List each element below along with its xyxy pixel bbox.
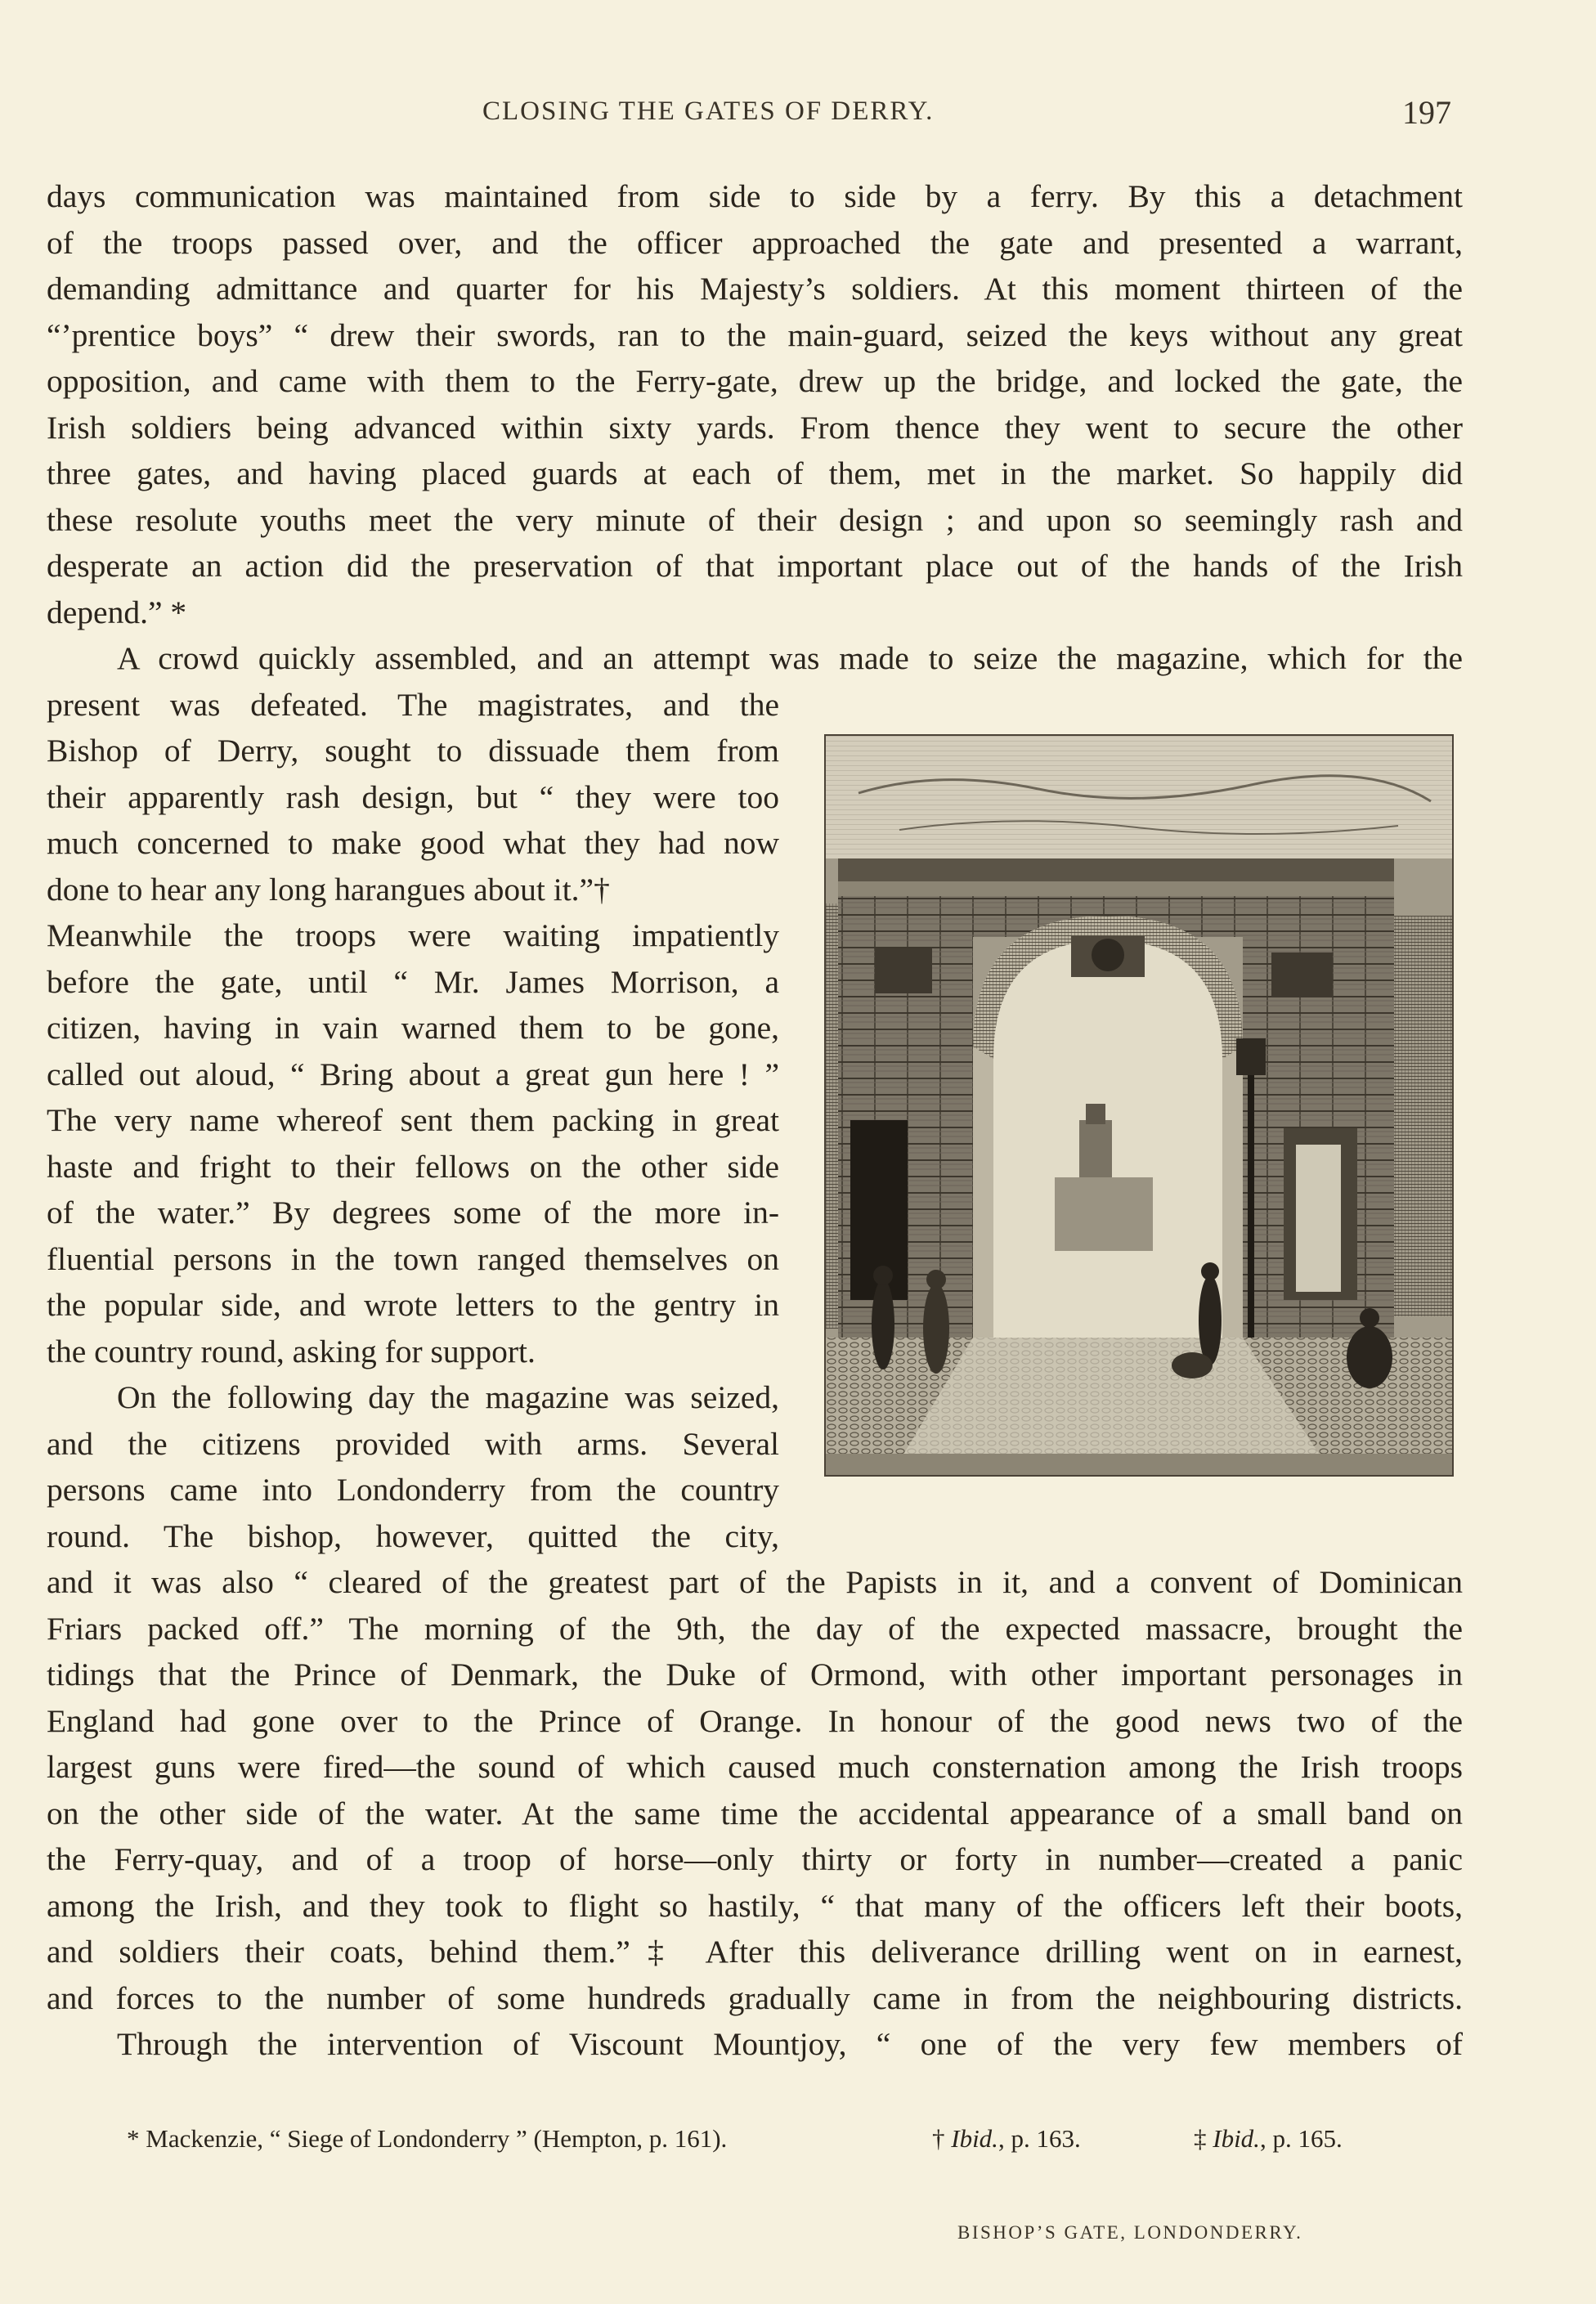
text-line: Irish soldiers being advanced within sixty yards. From thence they went to secure the other [47,409,1463,446]
text-line: before the gate, until “ Mr. James Morrison, a [47,963,779,1000]
text-line: and it was also “ cleared of the greatest part of the Papists in it, and a convent of Dominican [47,1564,1463,1600]
text-line: their apparently rash design, but “ they were too [47,778,779,815]
page-number: 197 [1402,94,1451,131]
text-line: on the other side of the water. At the same time the accidental appearance of a small band on [47,1795,1463,1831]
text-line: England had gone over to the Prince of Orange. In honour of the good news two of the [47,1702,1463,1739]
text-line: “’prentice boys” “ drew their swords, ran to the main-guard, seized the keys without any great [47,316,1463,353]
footnotes [0,2124,1596,2165]
text-line: haste and fright to their fellows on the other side [47,1148,779,1185]
ibid-label: Ibid. [951,2124,998,2153]
text-line: Friars packed off.” The morning of the 9th, the day of the expected massacre, brought the [47,1610,1463,1647]
paragraph-start-line: On the following day the magazine was seized, [117,1379,779,1415]
figure-caption: BISHOP’S GATE, LONDONDERRY. [957,2222,1303,2243]
dagger-mark: † [932,2124,945,2153]
text-line: desperate an action did the preservation of that important place out of the hands of the Irish [47,548,1463,584]
footnote-3 [1194,2124,1343,2154]
text-line: persons came into Londonderry from the country [47,1472,779,1508]
running-title: CLOSING THE GATES OF DERRY. [482,96,935,126]
text-line: among the Irish, and they took to flight so hastily, “ that many of the officers left their boots, [47,1887,1463,1924]
text-line: the Ferry-quay, and of a troop of horse—only thirty or forty in number—created a panic [47,1841,1463,1877]
double-dagger-mark: ‡ [1194,2124,1207,2153]
text-line: of the water.” By degrees some of the more in- [47,1195,779,1230]
engraving-illustration [826,736,1452,1475]
text-line: Bishop of Derry, sought to dissuade them from [47,733,779,769]
text-line: and the citizens provided with arms. Several [47,1425,779,1462]
text-line: demanding admittance and quarter for his Majesty’s soldiers. At this moment thirteen of the [47,271,1463,307]
text-line: these resolute youths meet the very minute of their design ; and upon so seemingly rash and [47,501,1463,538]
text-line: and forces to the number of some hundreds gradually came in from the neighbouring districts. [47,1979,1463,2016]
text-line: the popular side, and wrote letters to the gentry in [47,1287,779,1323]
text-line: called out aloud, “ Bring about a great gun here ! ” [47,1056,779,1092]
text-line: of the troops passed over, and the officer approached the gate and presented a warrant, [47,224,1463,261]
text-line: depend.” * [47,594,187,630]
text-line: and soldiers their coats, behind them.”‡ After this deliverance drilling went on in earnest, [47,1934,1463,1970]
text-line: done to hear any long harangues about it.”† [47,871,610,908]
text-line: Meanwhile the troops were waiting impatiently [47,917,779,953]
footnote-2 [932,2124,1081,2154]
text-line: opposition, and came with them to the Ferry-gate, drew up the bridge, and locked the gate, the [47,363,1463,399]
text-line: largest guns were fired—the sound of which caused much consternation among the Irish troops [47,1749,1463,1785]
text-line: the country round, asking for support. [47,1333,536,1369]
text-line: three gates, and having placed guards at each of them, met in the market. So happily did [47,455,1463,491]
text-line: citizen, having in vain warned them to be gone, [47,1010,779,1046]
bishops-gate-engraving [824,734,1454,1477]
footnote-page: , p. 165. [1259,2124,1343,2153]
ibid-label: Ibid. [1213,2124,1260,2153]
text-line: The very name whereof sent them packing in great [47,1102,779,1138]
text-line: much concerned to make good what they had now [47,825,779,861]
page-header [0,96,1596,146]
text-line: round. The bishop, however, quitted the city, [47,1517,779,1554]
paragraph-start-line: A crowd quickly assembled, and an attempt was made to seize the magazine, which for the [117,640,1463,676]
paragraph-start-line: Through the intervention of Viscount Mountjoy, “ one of the very few members of [117,2026,1463,2062]
text-line: present was defeated. The magistrates, and the [47,686,779,723]
text-line: days communication was maintained from side to side by a ferry. By this a detachment [47,178,1463,214]
footnote-page: , p. 163. [998,2124,1081,2153]
footnote-1: * Mackenzie, “ Siege of Londonderry ” (Hempton, p. 161). [127,2124,728,2153]
text-line: fluential persons in the town ranged themselves on [47,1240,779,1277]
text-line: tidings that the Prince of Denmark, the Duke of Ormond, with other important personages in [47,1656,1463,1692]
